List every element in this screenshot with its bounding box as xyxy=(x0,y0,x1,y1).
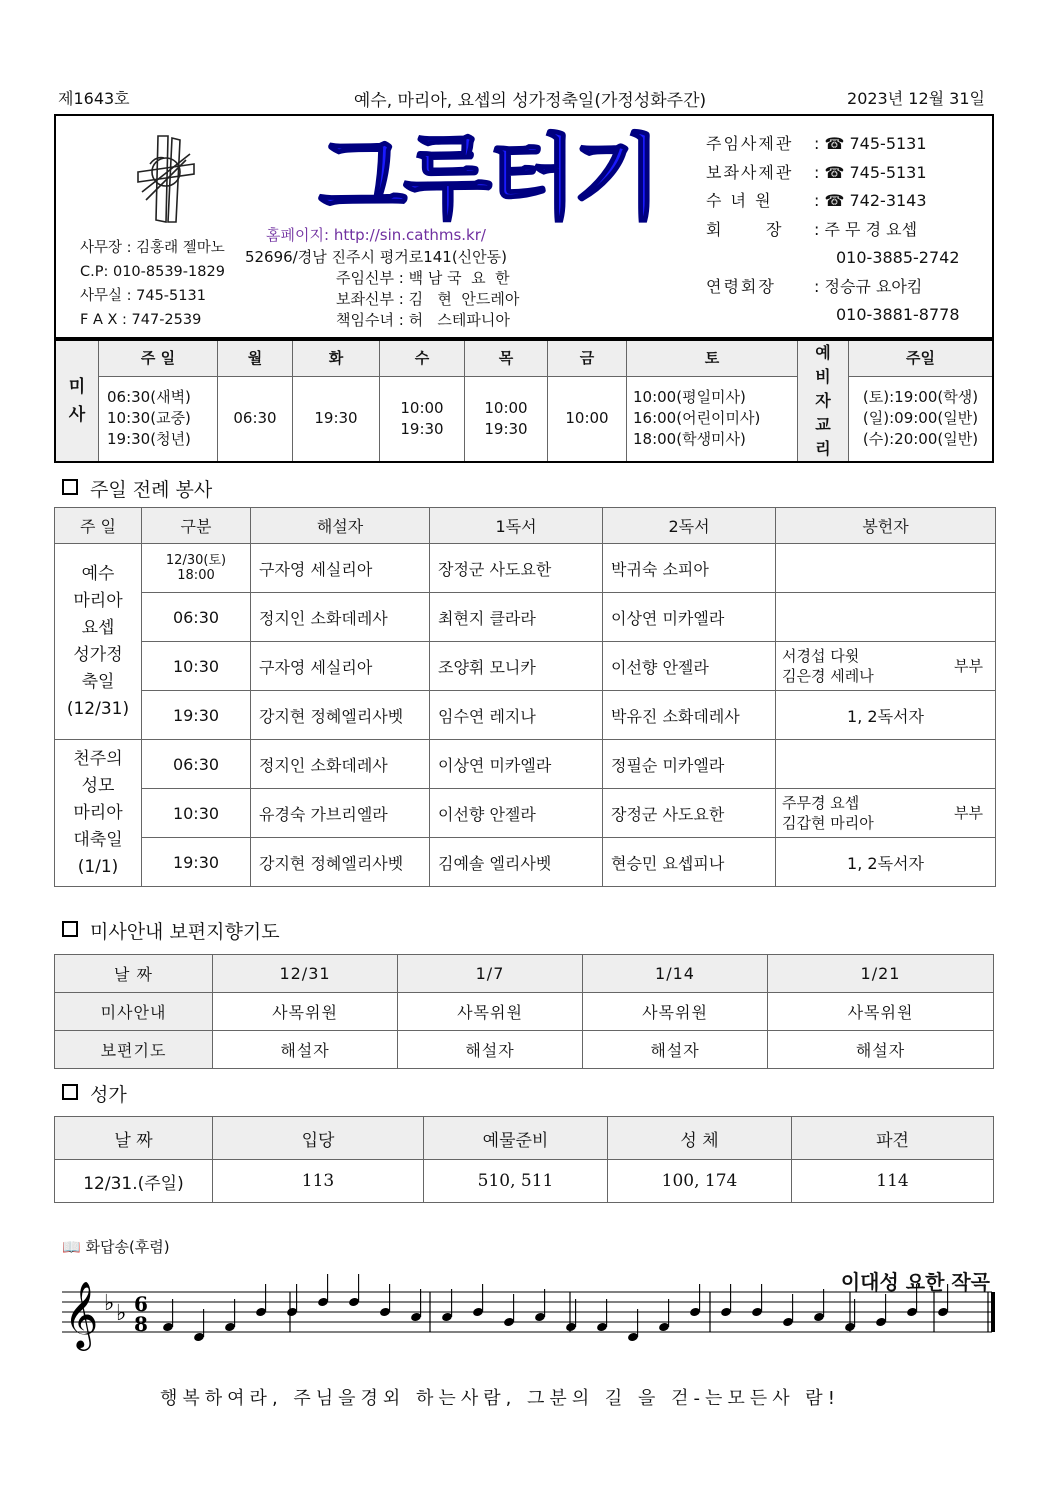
lit-header: 2독서 xyxy=(603,508,776,544)
lit-reader1: 최현지 클라라 xyxy=(430,593,603,642)
lit-row xyxy=(55,740,996,789)
clergy-name: 허 스테파니아 xyxy=(408,311,510,329)
feast-label-line: 마리아 xyxy=(73,802,123,823)
mass-header-wed: 수 xyxy=(380,340,465,376)
contact-value: 주 무 경 요셉 xyxy=(824,219,918,239)
offerer-name: 김은경 세레나 xyxy=(782,667,874,685)
contact-value: 정승규 요아킴 xyxy=(824,276,923,296)
hymn-header: 파견 xyxy=(792,1117,994,1160)
mass-time: 19:30(청년) xyxy=(107,430,191,449)
time-signature-top: 6 xyxy=(134,1292,148,1316)
checkbox-bullet-icon xyxy=(62,1084,78,1100)
mass-time: 10:30(교중) xyxy=(107,409,191,428)
lit-offerer xyxy=(776,593,996,642)
contact-label: 주임사제관 xyxy=(706,134,794,153)
guide-cell: 사목위원 xyxy=(768,993,994,1031)
hymn-number: 100, 174 xyxy=(608,1160,792,1203)
section-liturgy-title xyxy=(62,475,212,502)
time-signature-bottom: 8 xyxy=(134,1312,148,1336)
lit-offerer xyxy=(776,544,996,593)
parish-address: 52696/경남 진주시 평거로141(신안동) xyxy=(244,248,508,266)
lit-time: 06:30 xyxy=(142,593,251,642)
feast-label-line: (1/1) xyxy=(77,856,119,877)
office-phone: 사무실 : 745-5131 xyxy=(80,288,206,304)
contact-label: 보좌사제관 xyxy=(706,162,794,182)
clergy-role: 주임신부 : xyxy=(336,269,404,287)
feast-label-line: 성모 xyxy=(81,775,115,796)
composer-credit: 이대성 요한 작곡 xyxy=(840,1270,990,1294)
clergy-role: 책임수녀 : xyxy=(336,311,404,329)
lit-reader2: 장정군 사도요한 xyxy=(603,789,776,838)
guide-cell: 사목위원 xyxy=(583,993,768,1031)
clergy-row xyxy=(336,289,519,310)
guide-cell: 보편기도 xyxy=(55,1031,213,1069)
office-fax: F A X : 747-2539 xyxy=(80,312,202,328)
guide-cell: 미사안내 xyxy=(55,993,213,1031)
psalm-title-text: 화답송(후렴) xyxy=(85,1238,170,1256)
bulletin-header xyxy=(54,114,994,339)
contact-row xyxy=(706,244,960,273)
lit-commentator: 정지인 소화데레사 xyxy=(251,740,430,789)
offerer-name: 서경섭 다윗 xyxy=(782,647,860,665)
lit-reader2: 이상연 미카엘라 xyxy=(603,593,776,642)
clergy-row xyxy=(336,310,519,331)
feast-label-line: 대축일 xyxy=(73,829,123,850)
hymn-header: 예물준비 xyxy=(424,1117,608,1160)
feast-title: 예수, 마리아, 요셉의 성가정축일(가정성화주간) xyxy=(353,91,707,111)
lit-reader1: 김예솔 엘리사벳 xyxy=(430,838,603,887)
mass-header-catechumen-day: 주일 xyxy=(849,340,994,376)
hymn-date: 12/31.(주일) xyxy=(55,1160,213,1203)
catechumen-time: (토):19:00(학생) xyxy=(862,388,979,407)
guide-cell: 해설자 xyxy=(583,1031,768,1069)
hymn-table xyxy=(54,1116,994,1203)
thu-mass-times xyxy=(465,376,548,462)
mass-time: 10:00 xyxy=(484,398,528,417)
lit-time xyxy=(142,544,251,593)
mass-time: 10:00(평일미사) xyxy=(633,388,746,407)
section-title-text: 미사안내 보편지향기도 xyxy=(90,921,280,943)
feast-label-line: 천주의 xyxy=(73,748,123,769)
catechumen-time: (일):09:00(일반) xyxy=(862,409,979,428)
clergy-name: 김 현 안드레아 xyxy=(408,290,520,308)
contact-label: 수 녀 원 xyxy=(706,191,773,210)
lit-time: 06:30 xyxy=(142,740,251,789)
lit-reader1: 장정군 사도요한 xyxy=(430,544,603,593)
lit-feast-label xyxy=(55,740,142,887)
lit-header: 구분 xyxy=(142,508,251,544)
fri-mass-time: 10:00 xyxy=(548,376,627,462)
lit-time-date: 12/30(토) xyxy=(165,553,227,568)
bulletin-logo xyxy=(288,126,688,226)
lit-row xyxy=(55,838,996,887)
lit-commentator: 강지현 정혜엘리사벳 xyxy=(251,691,430,740)
flat-icon: ♭ xyxy=(104,1291,115,1316)
contact-row: 회 장 : 주 무 경 요셉 xyxy=(706,216,960,245)
lit-offerer xyxy=(776,642,996,691)
lit-reader2: 정필순 미카엘라 xyxy=(603,740,776,789)
lit-reader1: 임수연 레지나 xyxy=(430,691,603,740)
guide-cell: 사목위원 xyxy=(398,993,583,1031)
offerer-name: 김갑현 마리아 xyxy=(782,814,874,832)
sunday-mass-times xyxy=(99,376,218,462)
lit-reader1: 이상연 미카엘라 xyxy=(430,740,603,789)
hymn-header: 성 체 xyxy=(608,1117,792,1160)
lit-time-hour: 18:00 xyxy=(177,568,215,583)
wed-mass-times xyxy=(380,376,465,462)
mass-header-thu: 목 xyxy=(465,340,548,376)
lit-commentator: 구자영 세실리아 xyxy=(251,544,430,593)
lit-header: 1독서 xyxy=(430,508,603,544)
parish-cross-icon xyxy=(136,134,196,224)
guide-cell: 12/31 xyxy=(213,955,398,993)
mass-header-tue: 화 xyxy=(293,340,380,376)
lit-reader2: 박귀숙 소피아 xyxy=(603,544,776,593)
lit-row xyxy=(55,593,996,642)
office-cellphone: C.P: 010-8539-1829 xyxy=(80,264,225,280)
guide-cell: 날 짜 xyxy=(55,955,213,993)
lit-time: 10:30 xyxy=(142,789,251,838)
lit-commentator: 유경숙 가브리엘라 xyxy=(251,789,430,838)
lit-time: 19:30 xyxy=(142,691,251,740)
mass-header-fri: 금 xyxy=(548,340,627,376)
bulletin-logo-text: 그루터기 xyxy=(318,126,658,226)
clergy-row xyxy=(336,268,519,289)
mass-schedule-table xyxy=(54,339,994,463)
contact-value: ☎ 745-5131 xyxy=(824,162,927,182)
section-title-text: 성가 xyxy=(90,1084,127,1106)
lit-commentator: 정지인 소화데레사 xyxy=(251,593,430,642)
guide-cell: 해설자 xyxy=(213,1031,398,1069)
lit-offerer: 1, 2독서자 xyxy=(776,838,996,887)
hymn-number: 510, 511 xyxy=(424,1160,608,1203)
hymn-header: 날 짜 xyxy=(55,1117,213,1160)
mass-time: 19:30 xyxy=(400,419,444,438)
office-manager: 사무장 : 김홍래 젤마노 xyxy=(80,240,225,256)
clergy-list xyxy=(336,268,519,331)
liturgy-service-table xyxy=(54,507,996,887)
contact-value: ☎ 742-3143 xyxy=(824,191,927,210)
lit-row xyxy=(55,789,996,838)
hymn-number: 113 xyxy=(213,1160,424,1203)
mon-mass-time: 06:30 xyxy=(218,376,293,462)
mass-header-mon: 월 xyxy=(218,340,293,376)
checkbox-bullet-icon xyxy=(62,479,78,495)
mass-time: 06:30(새벽) xyxy=(107,388,191,407)
lit-reader2: 이선향 안젤라 xyxy=(603,642,776,691)
sat-mass-times xyxy=(627,376,798,462)
mass-header-catechumen xyxy=(798,340,849,462)
lit-commentator: 강지현 정혜엘리사벳 xyxy=(251,838,430,887)
lit-row xyxy=(55,691,996,740)
lit-offerer xyxy=(776,789,996,838)
feast-label-line: 축일 xyxy=(81,671,115,692)
lit-time: 19:30 xyxy=(142,838,251,887)
contact-label: 연령회장 xyxy=(706,276,776,296)
lit-time: 10:30 xyxy=(142,642,251,691)
hymn-number: 114 xyxy=(792,1160,994,1203)
contact-row xyxy=(706,301,960,330)
lit-reader1: 조양휘 모니카 xyxy=(430,642,603,691)
guide-cell: 사목위원 xyxy=(213,993,398,1031)
feast-label-line: 성가정 xyxy=(73,644,123,665)
lit-header: 주 일 xyxy=(55,508,142,544)
catechumen-times xyxy=(849,376,994,462)
mass-header-sat: 토 xyxy=(627,340,798,376)
contact-row: 주임사제관 : ☎ 745-5131 xyxy=(706,130,960,159)
offerer-name: 주무경 요셉 xyxy=(782,794,860,812)
section-hymn-title xyxy=(62,1080,127,1107)
catechumen-label: 예비자교리 xyxy=(815,343,831,458)
mass-side-label xyxy=(55,340,99,462)
flat-icon: ♭ xyxy=(116,1301,127,1326)
mass-time: 10:00 xyxy=(400,398,444,417)
guide-cell: 1/7 xyxy=(398,955,583,993)
contact-row: 보좌사제관 : ☎ 745-5131 xyxy=(706,159,960,188)
music-staff xyxy=(58,1268,998,1378)
clergy-role: 보좌신부 : xyxy=(336,290,404,308)
contact-row: 연령회장 : 정승규 요아킴 xyxy=(706,273,960,302)
mass-header-sunday: 주 일 xyxy=(99,340,218,376)
mass-time: 18:00(학생미사) xyxy=(633,430,746,449)
issue-date: 2023년 12월 31일 xyxy=(847,89,985,108)
offerer-note: 부부 xyxy=(954,804,983,822)
homepage-link[interactable]: 홈페이지: http://sin.cathms.kr/ xyxy=(266,226,486,244)
catechumen-time: (수):20:00(일반) xyxy=(862,430,979,449)
issue-number: 제1643호 xyxy=(58,89,130,108)
lit-offerer xyxy=(776,740,996,789)
contact-list xyxy=(706,130,960,330)
clergy-name: 백 남 국 요 한 xyxy=(408,269,510,287)
lit-reader1: 이선향 안젤라 xyxy=(430,789,603,838)
section-title-text: 주일 전례 봉사 xyxy=(90,479,213,501)
lit-row xyxy=(55,544,996,593)
contact-value: 010-3885-2742 xyxy=(836,248,960,267)
guide-cell: 해설자 xyxy=(398,1031,583,1069)
contact-row: 수 녀 원 : ☎ 742-3143 xyxy=(706,187,960,216)
psalm-lyrics: 행복하여라, 주님을경외 하는사람, 그분의 길 을 걷-는모든사 람! xyxy=(160,1388,840,1409)
treble-clef-icon: 𝄞 xyxy=(64,1280,99,1348)
lit-reader2: 현승민 요셉피나 xyxy=(603,838,776,887)
lit-feast-label xyxy=(55,544,142,740)
feast-label-line: 마리아 xyxy=(73,590,123,611)
hymn-header: 입당 xyxy=(213,1117,424,1160)
checkbox-bullet-icon xyxy=(62,921,78,937)
tue-mass-time: 19:30 xyxy=(293,376,380,462)
guide-cell: 해설자 xyxy=(768,1031,994,1069)
offerer-note: 부부 xyxy=(954,657,983,675)
lit-offerer: 1, 2독서자 xyxy=(776,691,996,740)
mass-guide-table xyxy=(54,954,994,1069)
feast-label-line: 요셉 xyxy=(81,617,115,638)
psalm-title xyxy=(62,1236,170,1257)
feast-label-line: (12/31) xyxy=(66,698,130,719)
lit-header: 봉헌자 xyxy=(776,508,996,544)
lit-reader2: 박유진 소화데레사 xyxy=(603,691,776,740)
guide-cell: 1/14 xyxy=(583,955,768,993)
guide-cell: 1/21 xyxy=(768,955,994,993)
contact-value: 010-3881-8778 xyxy=(836,305,960,324)
lit-header: 해설자 xyxy=(251,508,430,544)
feast-label-line: 예수 xyxy=(81,563,115,584)
mass-time: 19:30 xyxy=(484,419,528,438)
section-guide-title xyxy=(62,917,280,944)
lit-commentator: 구자영 세실리아 xyxy=(251,642,430,691)
contact-label: 회 장 xyxy=(706,219,784,239)
contact-value: ☎ 745-5131 xyxy=(824,134,927,153)
book-icon: 📖 xyxy=(62,1238,81,1256)
mass-side-label-text: 미사 xyxy=(68,377,86,425)
mass-time: 16:00(어린이미사) xyxy=(633,409,761,428)
lit-row xyxy=(55,642,996,691)
